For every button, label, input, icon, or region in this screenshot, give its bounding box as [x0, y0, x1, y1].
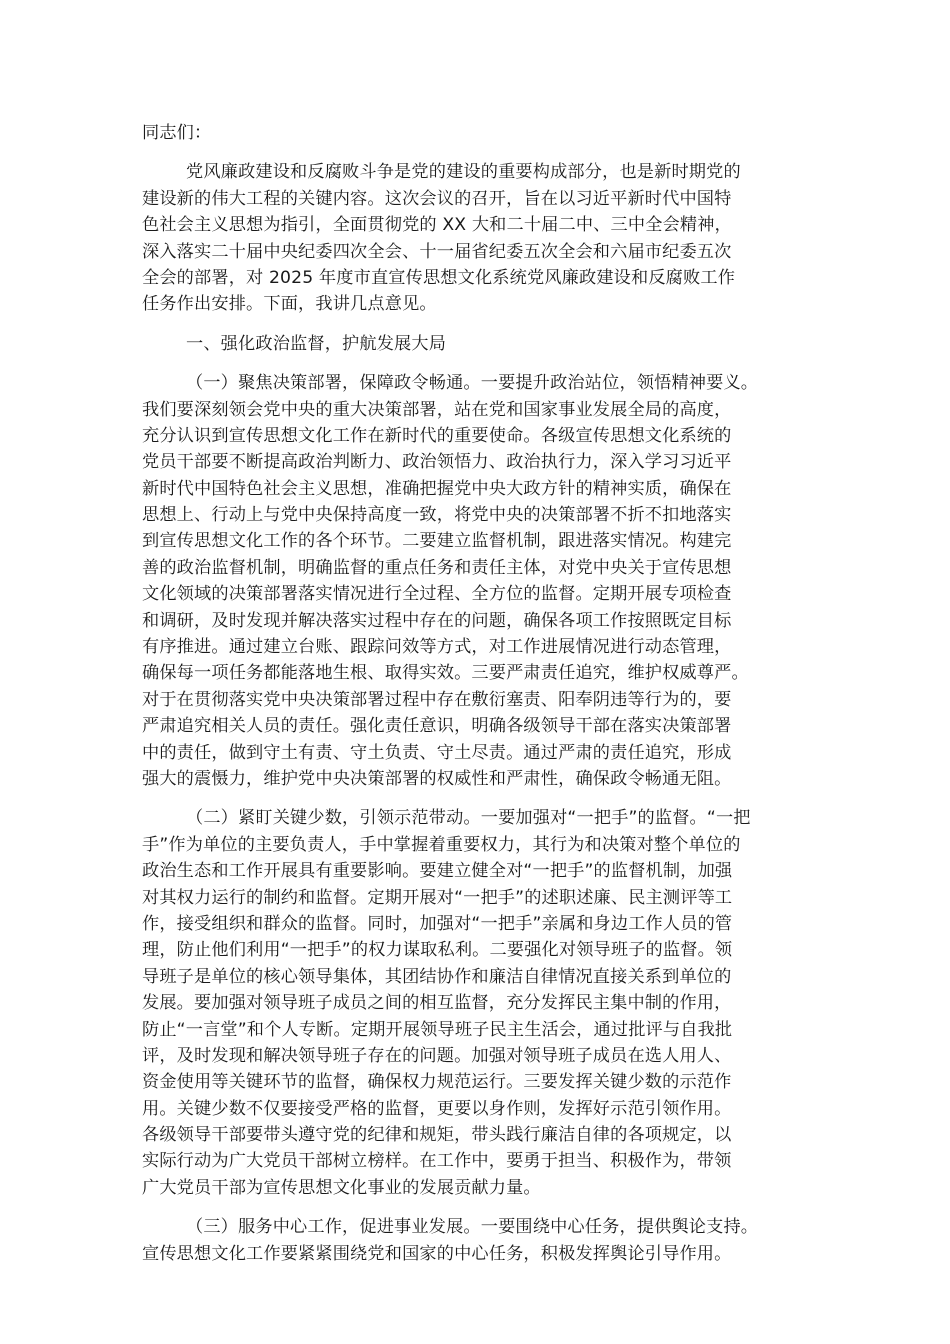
document-body [142, 120, 822, 1267]
salutation: 同志们： [142, 123, 212, 143]
paragraph-line: 严肃追究相关人员的责任。强化责任意识，明确各级领导干部在落实决策部署 [142, 716, 732, 737]
paragraph-line: 政治生态和工作开展具有重要影响。要建立健全对“一把手”的监督机制，加强 [142, 861, 733, 882]
paragraph-line: 到宣传思想文化工作的各个环节。二要建立监督机制，跟进落实情况。构建完 [142, 531, 732, 552]
paragraph-line: 作，接受组织和群众的监督。同时，加强对“一把手”亲属和身边工作人员的管 [142, 913, 733, 934]
paragraph-line: 实际行动为广大党员干部树立榜样。在工作中，要勇于担当、积极作为，带领 [142, 1151, 732, 1172]
paragraph-line: （一）聚焦决策部署，保障政令畅通。一要提升政治站位，领悟精神要义。 [186, 373, 759, 394]
paragraph-line: 有序推进。通过建立台账、跟踪问效等方式，对工作进展情况进行动态管理， [142, 637, 732, 658]
paragraph-line: 我们要深刻领会党中央的重大决策部署，站在党和国家事业发展全局的高度， [142, 399, 732, 420]
paragraph-line: 评，及时发现和解决领导班子存在的问题。加强对领导班子成员在选人用人、 [142, 1045, 732, 1066]
paragraph-line: 思想上、行动上与党中央保持高度一致，将党中央的决策部署不折不扣地落实 [142, 505, 732, 526]
paragraph-line: 党风廉政建设和反腐败斗争是党的建设的重要构成部分，也是新时期党的 [186, 162, 741, 183]
paragraph-line: 强大的震慑力，维护党中央决策部署的权威性和严肃性，确保政令畅通无阻。 [142, 768, 732, 789]
paragraph-2 [142, 805, 822, 1201]
paragraph-line: 新时代中国特色社会主义思想，准确把握党中央大政方针的精神实质，确保在 [142, 478, 732, 499]
paragraph-line: 手”作为单位的主要负责人，手中掌握着重要权力，其行为和决策对整个单位的 [142, 834, 741, 855]
paragraph-line: 任务作出安排。下面，我讲几点意见。 [142, 294, 437, 315]
paragraph-line: 宣传思想文化工作要紧紧围绕党和国家的中心任务，积极发挥舆论引导作用。 [142, 1243, 732, 1264]
paragraph-line: 建设新的伟大工程的关键内容。这次会议的召开，旨在以习近平新时代中国特 [142, 188, 732, 209]
paragraph-line: 党员干部要不断提高政治判断力、政治领悟力、政治执行力，深入学习习近平 [142, 452, 732, 473]
paragraph-line: 资金使用等关键环节的监督，确保权力规范运行。三要发挥关键少数的示范作 [142, 1072, 732, 1093]
paragraph-line: 和调研，及时发现并解决落实过程中存在的问题，确保各项工作按照既定目标 [142, 610, 732, 631]
paragraph-line: 导班子是单位的核心领导集体，其团结协作和廉洁自律情况直接关系到单位的 [142, 966, 732, 987]
paragraph-line: 对于在贯彻落实党中央决策部署过程中存在敷衍塞责、阳奉阴违等行为的，要 [142, 689, 732, 710]
paragraph-line: 文化领域的决策部署落实情况进行全过程、全方位的监督。定期开展专项检查 [142, 584, 732, 605]
paragraph-line: 中的责任，做到守土有责、守土负责、守土尽责。通过严肃的责任追究，形成 [142, 742, 732, 763]
paragraph-line: 用。关键少数不仅要接受严格的监督，更要以身作则，发挥好示范引领作用。 [142, 1098, 732, 1119]
paragraph-line: 防止“一言堂”和个人专断。定期开展领导班子民主生活会，通过批评与自我批 [142, 1019, 733, 1040]
paragraph-1 [142, 370, 822, 792]
paragraph-line: 色社会主义思想为指引，全面贯彻党的 XX 大和二十届二中、三中全会精神， [142, 215, 732, 236]
paragraph-line: 深入落实二十届中央纪委四次全会、十一届省纪委五次全会和六届市纪委五次 [142, 241, 732, 262]
paragraph-line: 确保每一项任务都能落地生根、取得实效。三要严肃责任追究，维护权威尊严。 [142, 663, 749, 684]
paragraph-3 [142, 1214, 822, 1267]
paragraph-line: 善的政治监督机制，明确监督的重点任务和责任主体，对党中央关于宣传思想 [142, 557, 732, 578]
paragraph-line: （二）紧盯关键少数，引领示范带动。一要加强对“一把手”的监督。“一把 [186, 808, 751, 829]
paragraph-line: 发展。要加强对领导班子成员之间的相互监督，充分发挥民主集中制的作用， [142, 993, 732, 1014]
paragraph-line: 对其权力运行的制约和监督。定期开展对“一把手”的述职述廉、民主测评等工 [142, 887, 733, 908]
section-heading: 一、强化政治监督，护航发展大局 [186, 333, 447, 354]
paragraph-line: 充分认识到宣传思想文化工作在新时代的重要使命。各级宣传思想文化系统的 [142, 425, 732, 446]
intro-paragraph [142, 159, 822, 317]
paragraph-line: （三）服务中心工作，促进事业发展。一要围绕中心任务，提供舆论支持。 [186, 1217, 759, 1238]
paragraph-line: 理，防止他们利用“一把手”的权力谋取私利。二要强化对领导班子的监督。领 [142, 940, 733, 961]
paragraph-line: 广大党员干部为宣传思想文化事业的发展贡献力量。 [142, 1177, 541, 1198]
paragraph-line: 各级领导干部要带头遵守党的纪律和规矩，带头践行廉洁自律的各项规定，以 [142, 1125, 732, 1146]
paragraph-line: 全会的部署，对 2025 年度市直宣传思想文化系统党风廉政建设和反腐败工作 [142, 267, 736, 288]
